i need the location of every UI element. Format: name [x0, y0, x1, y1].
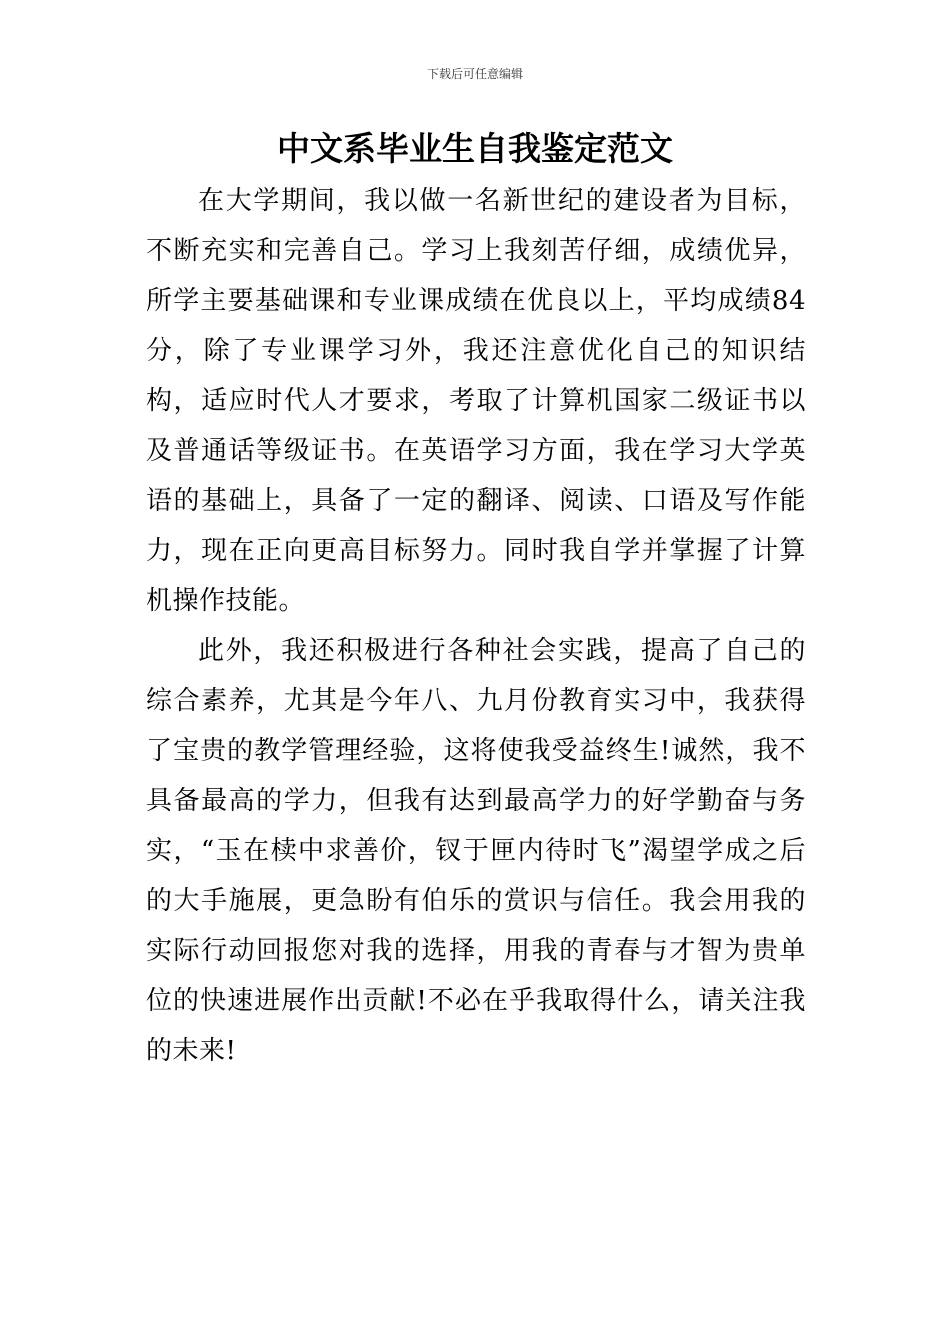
paragraph-2: 此外，我还积极进行各种社会实践，提高了自己的综合素养，尤其是今年八、九月份教育实习中，我获得了宝贵的教学管理经验，这将使我受益终生!诚然，我不具备最高的学力，但我有达到最高学力的好学勤奋与务实，“玉在椟中求善价，钗于匣内待时飞”渴望学成之后的大手施展，更急盼有伯乐的赏识与信任。我会用我的实际行动回报您对我的选择，用我的青春与才智为贵单位的快速进展作出贡献!不必在乎我取得什么，请关注我的未来! — [146, 636, 806, 1066]
document-title: 中文系毕业生自我鉴定范文 — [277, 129, 673, 168]
paragraph-1: 在大学期间，我以做一名新世纪的建设者为目标，不断充实和完善自己。学习上我刻苦仔细，成绩优异，所学主要基础课和专业课成绩在优良以上，平均成绩84分，除了专业课学习外，我还注意优化自己的知识结构，适应时代人才要求，考取了计算机国家二级证书以及普通话等级证书。在英语学习方面，我在学习大学英语的基础上，具备了一定的翻译、阅读、口语及写作能力，现在正向更高目标努力。同时我自学并掌握了计算机操作技能。 — [146, 186, 806, 616]
header-note: 下载后可任意编辑 — [426, 67, 523, 81]
document-body — [146, 176, 806, 1076]
